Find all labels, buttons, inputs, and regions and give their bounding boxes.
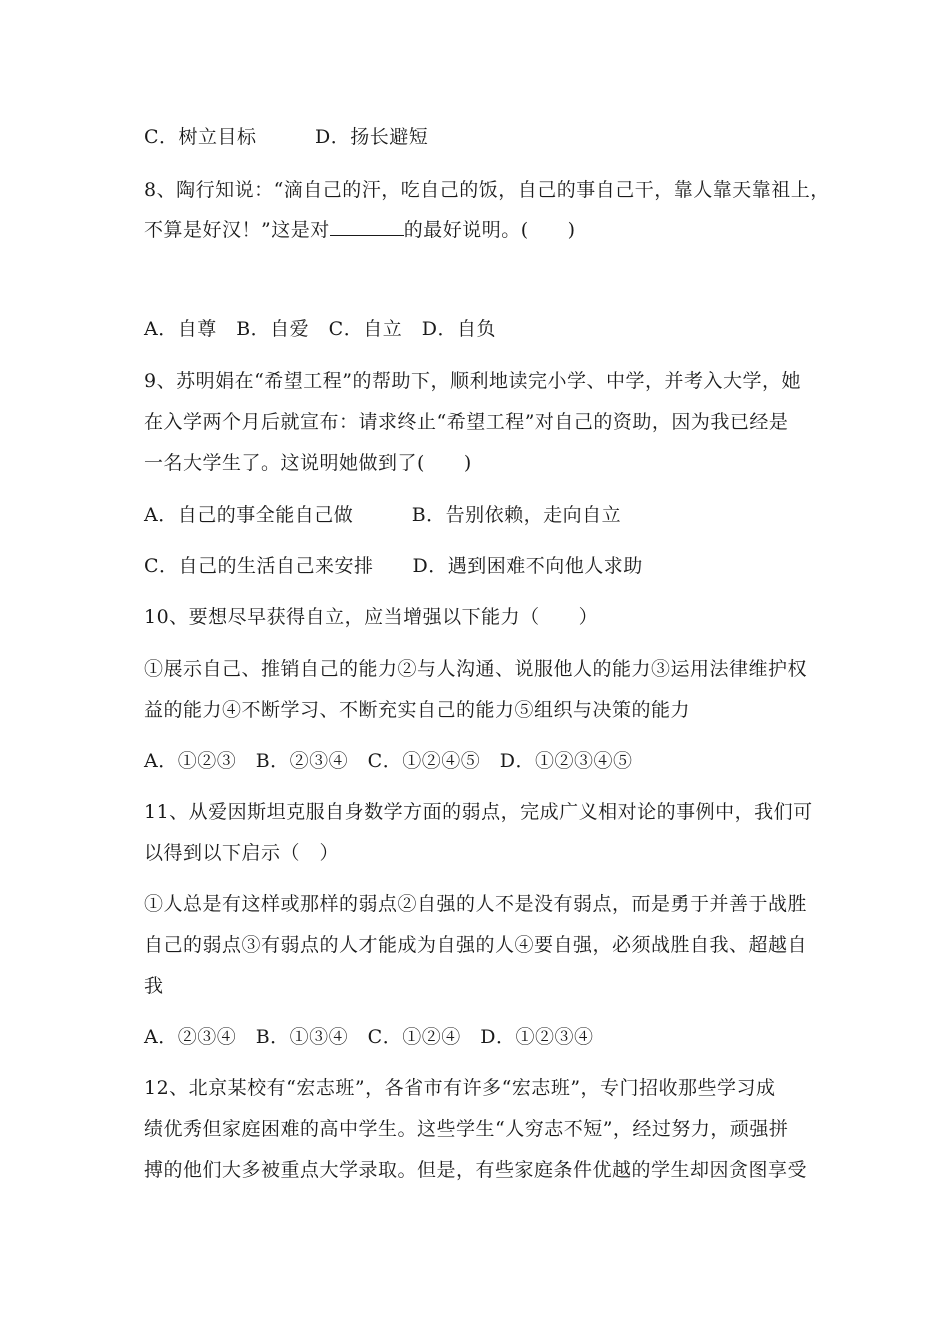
q10-options: A．①②③ B．②③④ C．①②④⑤ D．①②③④⑤ [144,750,633,772]
q10-stem: 10、要想尽早获得自立，应当增强以下能力（ ） [144,606,599,628]
q9-options-cd: C．自己的生活自己来安排 D．遇到困难不向他人求助 [144,555,643,577]
q7-options-cd: C．树立目标 D．扬长避短 [144,126,429,148]
q8-options: A．自尊 B．自爱 C．自立 D．自负 [144,318,496,340]
q12-stem-line-3: 搏的他们大多被重点大学录取。但是，有些家庭条件优越的学生却因贪图享受 [144,1159,808,1181]
q9-options-ab: A．自己的事全能自己做 B．告别依赖，走向自立 [144,504,622,526]
q11-stem-line-2: 以得到以下启示（ ） [144,842,340,864]
q12-stem-line-1: 12、北京某校有“宏志班”，各省市有许多“宏志班”，专门招收那些学习成 [144,1077,776,1099]
q11-stem-line-1: 11、从爱因斯坦克服自身数学方面的弱点，完成广义相对论的事例中，我们可 [144,801,813,823]
q10-items-line-2: 益的能力④不断学习、不断充实自己的能力⑤组织与决策的能力 [144,699,691,721]
q8-stem-line-2-text: 不算是好汉！”这是对 [144,219,330,241]
q11-items-line-2: 自己的弱点③有弱点的人才能成为自强的人④要自强，必须战胜自我、超越自 [144,934,808,956]
q10-items-line-1: ①展示自己、推销自己的能力②与人沟通、说服他人的能力③运用法律维护权 [144,658,808,680]
q9-stem-line-3: 一名大学生了。这说明她做到了( ) [144,452,472,474]
q11-items-line-3: 我 [144,975,164,997]
q8-stem-line-1: 8、陶行知说：“滴自己的汗，吃自己的饭，自己的事自己干，靠人靠天靠祖上， [144,179,830,201]
q9-stem-line-2: 在入学两个月后就宣布：请求终止“希望工程”对自己的资助，因为我已经是 [144,411,789,433]
q9-stem-line-1: 9、苏明娟在“希望工程”的帮助下，顺利地读完小学、中学，并考入大学，她 [144,370,802,392]
fill-in-blank [330,217,404,236]
q8-stem-line-2-tail: 的最好说明。( ) [403,219,576,241]
q8-stem-line-2 [144,217,576,243]
q12-stem-line-2: 绩优秀但家庭困难的高中学生。这些学生“人穷志不短”，经过努力，顽强拼 [144,1118,789,1140]
q11-items-line-1: ①人总是有这样或那样的弱点②自强的人不是没有弱点，而是勇于并善于战胜 [144,893,808,915]
q11-options: A．②③④ B．①③④ C．①②④ D．①②③④ [144,1026,594,1048]
